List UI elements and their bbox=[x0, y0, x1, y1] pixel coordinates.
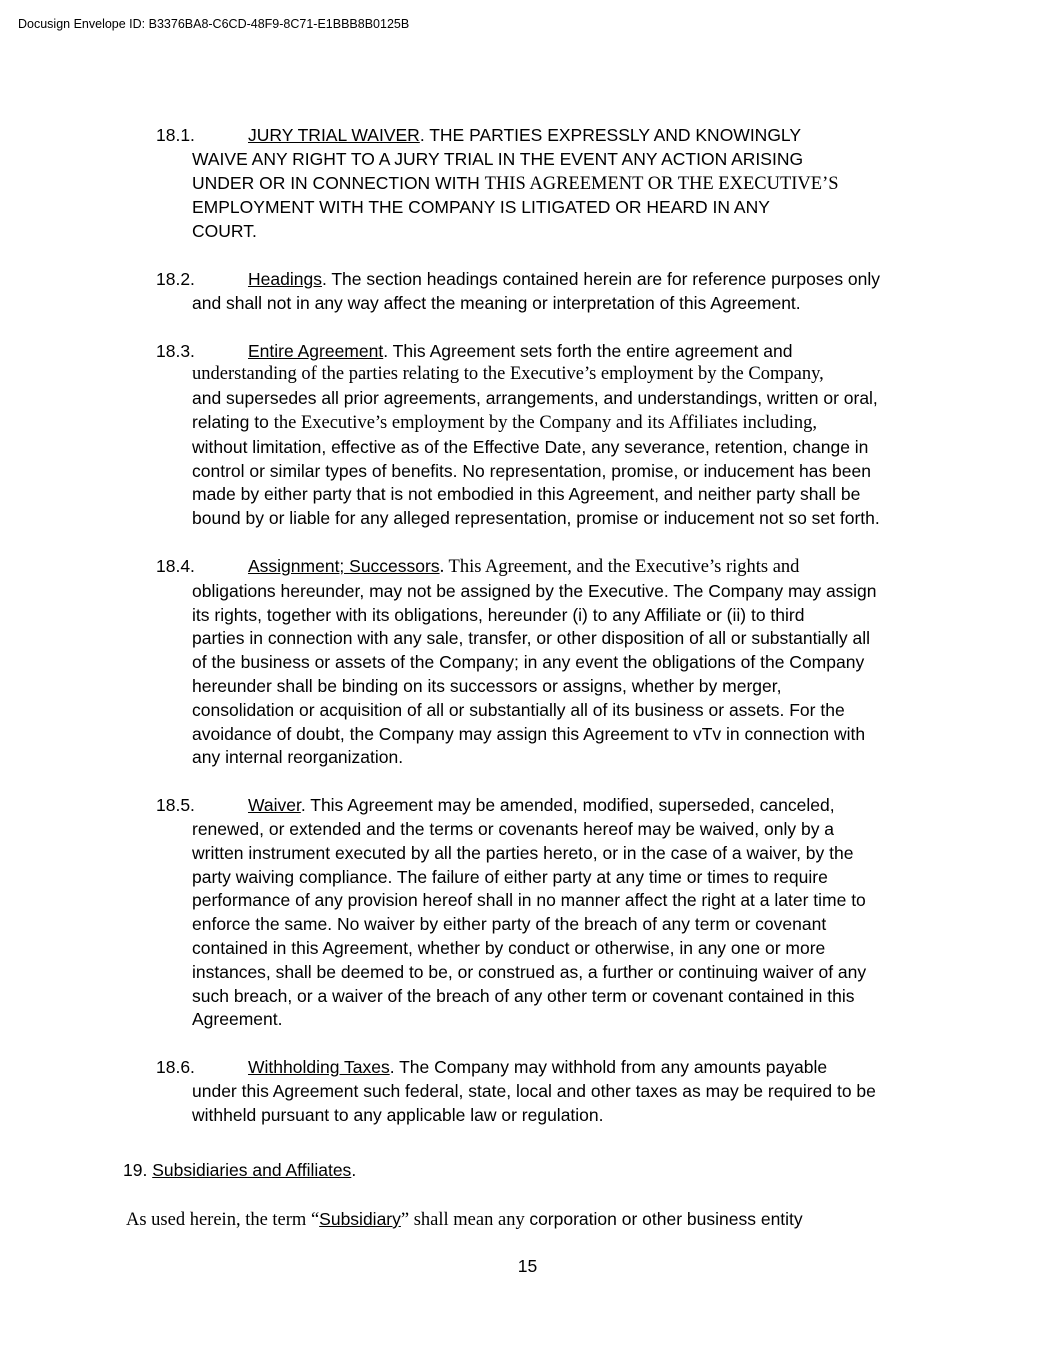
section-number: 19. bbox=[123, 1160, 153, 1180]
page-number: 15 bbox=[517, 1256, 538, 1276]
section-18-3 bbox=[156, 340, 934, 531]
section-number: 18.3. bbox=[156, 340, 195, 361]
section-text: . THE PARTIES EXPRESSLY AND KNOWINGLY bbox=[419, 125, 802, 145]
section-heading: Withholding Taxes bbox=[248, 1057, 390, 1078]
section-18-4 bbox=[156, 555, 934, 770]
section-text: party waiving compliance. The failure of either party at any time or times to require bbox=[192, 866, 828, 887]
section-text: of the business or assets of the Company; in any event the obligations of the Company bbox=[192, 652, 865, 673]
section-text: obligations hereunder, may not be assigned by the Executive. The Company may assign bbox=[192, 580, 877, 601]
defined-term: Subsidiary bbox=[319, 1209, 401, 1229]
section-text: without limitation, effective as of the Effective Date, any severance, retention, change in bbox=[192, 436, 869, 457]
section-text: . This Agreement sets forth the entire agreement and bbox=[383, 340, 793, 361]
section-text: . This Agreement may be amended, modified, superseded, canceled, bbox=[300, 795, 835, 816]
section-18-1 bbox=[156, 124, 934, 244]
section-text: WAIVE ANY RIGHT TO A JURY TRIAL IN THE EVENT ANY ACTION ARISING bbox=[192, 148, 804, 169]
section-19-heading bbox=[123, 1158, 356, 1182]
section-number: 18.5. bbox=[156, 795, 195, 816]
envelope-id: Docusign Envelope ID: B3376BA8-C6CD-48F9-8C71-E1BBB8B0125B bbox=[18, 17, 410, 31]
section-text: under this Agreement such federal, state, local and other taxes as may be required to be bbox=[192, 1080, 876, 1101]
section-text: control or similar types of benefits. No representation, promise, or inducement has been bbox=[192, 460, 871, 481]
section-text: avoidance of doubt, the Company may assign this Agreement to vTv in connection with bbox=[192, 723, 866, 744]
section-text: instances, shall be deemed to be, or construed as, a further or continuing waiver of any bbox=[192, 961, 867, 982]
section-text: relating to the Executive’s employment by the Company and its Affiliates including, bbox=[192, 411, 817, 433]
section-heading: Headings bbox=[248, 268, 322, 289]
section-heading: Subsidiaries and Affiliates bbox=[152, 1160, 352, 1180]
section-text: such breach, or a waiver of the breach of any other term or covenant contained in this bbox=[192, 985, 855, 1006]
section-text: hereunder shall be binding on its successors or assigns, whether by merger, bbox=[192, 675, 782, 696]
section-text: and supersedes all prior agreements, arrangements, and understandings, written or oral, bbox=[192, 388, 878, 409]
section-text: any internal reorganization. bbox=[192, 747, 404, 768]
section-18-6 bbox=[156, 1056, 934, 1127]
section-text: bound by or liable for any alleged representation, promise or inducement not so set forth. bbox=[192, 508, 880, 529]
document-body bbox=[156, 124, 934, 1151]
section-text: and shall not in any way affect the meaning or interpretation of this Agreement. bbox=[192, 292, 801, 313]
section-text: written instrument executed by all the parties hereto, or in the case of a waiver, by the bbox=[192, 842, 854, 863]
section-text: withheld pursuant to any applicable law or regulation. bbox=[192, 1104, 604, 1125]
section-number: 18.2. bbox=[156, 268, 195, 289]
section-text: consolidation or acquisition of all or substantially all of its business or assets. For the bbox=[192, 699, 845, 720]
section-text: performance of any provision hereof shall in no manner affect the right at a later time to bbox=[192, 890, 866, 911]
section-text: . bbox=[351, 1160, 357, 1180]
section-18-2 bbox=[156, 268, 934, 316]
section-text: COURT. bbox=[192, 221, 257, 242]
section-number: 18.1. bbox=[156, 125, 195, 145]
section-text: understanding of the parties relating to the Executive’s employment by the Company, bbox=[192, 364, 824, 385]
section-text: its rights, together with its obligations, hereunder (i) to any Affiliate or (ii) to third bbox=[192, 604, 805, 625]
section-number: 18.4. bbox=[156, 555, 195, 576]
section-18-5 bbox=[156, 794, 934, 1032]
section-heading: Entire Agreement bbox=[248, 340, 384, 361]
section-text: made by either party that is not embodied in this Agreement, and neither party shall be bbox=[192, 484, 861, 505]
section-number: 18.6. bbox=[156, 1057, 195, 1078]
section-text: Agreement. bbox=[192, 1009, 283, 1030]
section-heading: JURY TRIAL WAIVER bbox=[248, 125, 420, 145]
section-text: parties in connection with any sale, transfer, or other disposition of all or substantially all bbox=[192, 628, 870, 649]
section-text: . The section headings contained herein are for reference purposes only bbox=[321, 268, 881, 289]
section-text: renewed, or extended and the terms or covenants hereof may be waived, only by a bbox=[192, 818, 835, 839]
section-heading: Assignment; Successors bbox=[248, 555, 440, 576]
section-text: . The Company may withhold from any amounts payable bbox=[389, 1057, 828, 1078]
section-text: EMPLOYMENT WITH THE COMPANY IS LITIGATED OR HEARD IN ANY bbox=[192, 197, 770, 218]
section-text: enforce the same. No waiver by either party of the breach of any term or covenant bbox=[192, 914, 827, 935]
subsidiary-definition: As used herein, the term “Subsidiary” shall mean any corporation or other business entity bbox=[126, 1209, 803, 1230]
section-text: contained in this Agreement, whether by conduct or otherwise, in any one or more bbox=[192, 937, 826, 958]
section-text: . This Agreement, and the Executive’s rights and bbox=[439, 556, 800, 577]
section-heading: Waiver bbox=[248, 795, 301, 816]
section-text: UNDER OR IN CONNECTION WITH THIS AGREEMENT OR THE EXECUTIVE’S bbox=[192, 172, 839, 194]
